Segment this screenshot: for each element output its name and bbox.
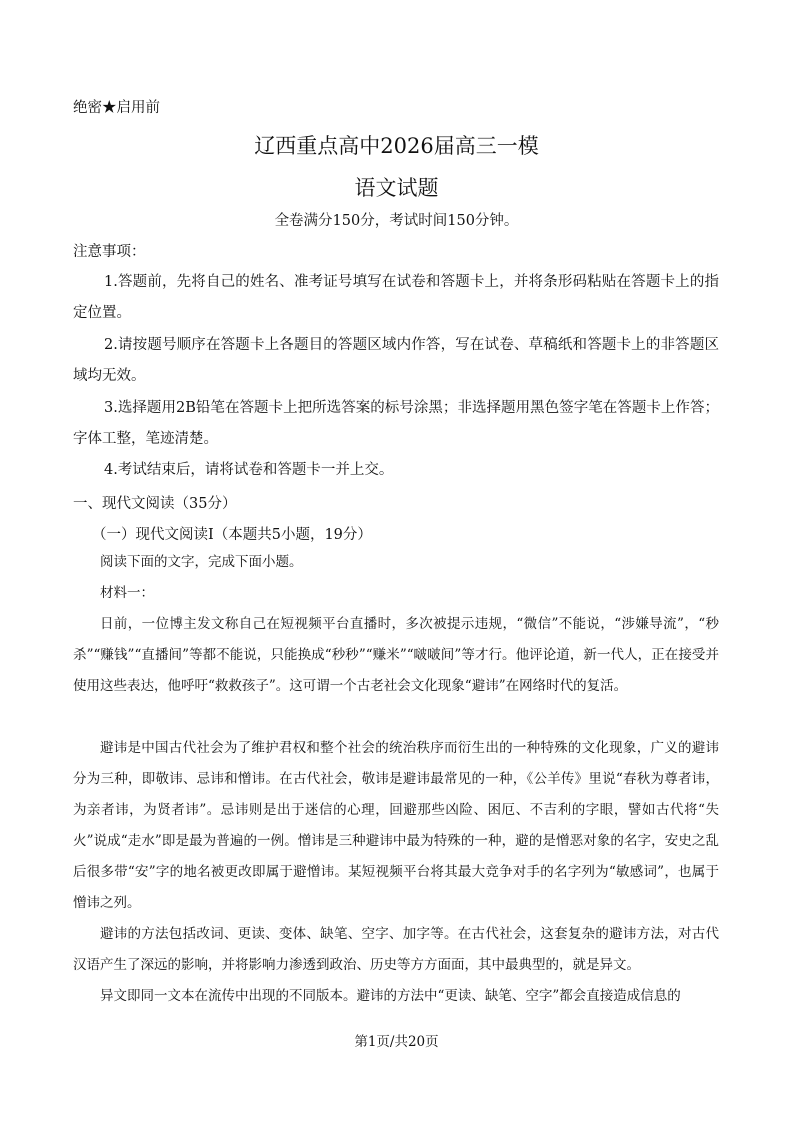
notice-item-4: 4.考试结束后，请将试卷和答题卡一并上交。 <box>104 462 394 478</box>
notice-item-2: 2.请按题号顺序在答题卡上各题目的答题区域内作答，写在试卷、草稿纸和答题卡上的非答题区域均无效。 <box>73 337 719 384</box>
top-secret-label: 绝密★启用前 <box>73 100 160 116</box>
notice-item-1: 1.答题前，先将自己的姓名、准考证号填写在试卷和答题卡上，并将条形码粘贴在答题卡上的指定位置。 <box>73 274 719 321</box>
material-paragraph-4: 异文即同一文本在流传中出现的不同版本。避讳的方法中“更读、缺笔、空字”都会直接造成信息的 <box>100 988 681 1004</box>
exam-title: 辽西重点高中2026届高三一模 <box>254 134 539 158</box>
score-time-line: 全卷满分150分，考试时间150分钟。 <box>274 213 519 229</box>
sub-section-heading: （一）现代文阅读Ⅰ（本题共5小题，19分） <box>92 527 372 543</box>
material-paragraph-1: 日前，一位博主发文称自己在短视频平台直播时，多次被提示违规，“微信”不能说，“涉嫌导流”，“秒杀”“赚钱”“直播间”等都不能说，只能换成“秒秒”“赚米”“啵啵间”等才行。他评论道，新一代人，正在接受并使用这些表达，他呼吁“救救孩子”。这可谓一个古老社会文化现象“避讳”在网络时代的复活。 <box>73 616 719 694</box>
page-footer: 第1页/共20页 <box>354 1034 439 1050</box>
material-paragraph-2: 避讳是中国古代社会为了维护君权和整个社会的统治秩序而衍生出的一种特殊的文化现象，广义的避讳分为三种，即敬讳、忌讳和憎讳。在古代社会，敬讳是避讳最常见的一种，《公羊传》里说“春秋为尊者讳，为亲者讳，为贤者讳”。忌讳则是出于迷信的心理，回避那些凶险、困厄、不吉利的字眼，譬如古代将“失火”说成“走水”即是最为普遍的一例。憎讳是三种避讳中最为特殊的一种，避的是憎恶对象的名字，安史之乱后很多带“安”字的地名被更改即属于避憎讳。某短视频平台将其最大竞争对手的名字列为“敏感词”，也属于憎讳之列。 <box>73 740 719 911</box>
notices-heading: 注意事项： <box>73 244 146 260</box>
section-heading: 一、现代文阅读（35分） <box>73 496 237 512</box>
exam-subtitle: 语文试题 <box>354 176 439 200</box>
material-paragraph-3: 避讳的方法包括改词、更读、变体、缺笔、空字、加字等。在古代社会，这套复杂的避讳方法，对古代汉语产生了深远的影响，并将影响力渗透到政治、历史等方方面面，其中最典型的，就是异文。 <box>73 926 719 973</box>
reading-instruction: 阅读下面的文字，完成下面小题。 <box>100 554 303 570</box>
material-label: 材料一： <box>100 585 154 601</box>
notice-item-3: 3.选择题用2B铅笔在答题卡上把所选答案的标号涂黑；非选择题用黑色签字笔在答题卡上作答；字体工整，笔迹清楚。 <box>73 400 719 447</box>
